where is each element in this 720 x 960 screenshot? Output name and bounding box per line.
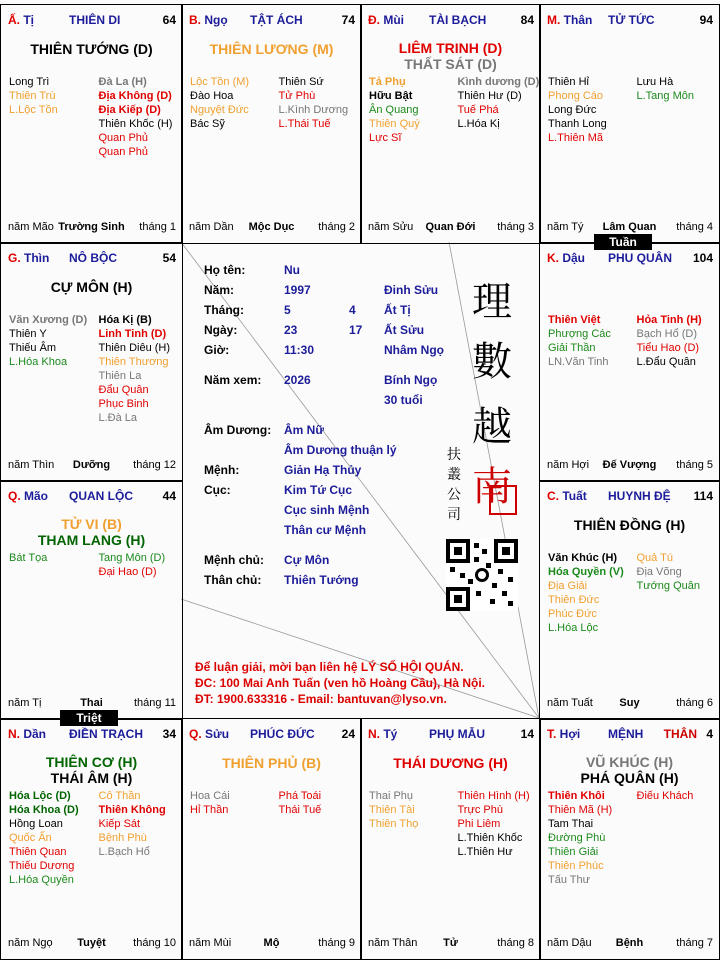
minor-star: L.Hóa Khoa bbox=[9, 356, 68, 368]
minor-star: Tấu Thư bbox=[548, 874, 591, 886]
contact-line-3: ĐT: 1900.633316 - Email: bantuvan@lyso.vn. bbox=[195, 692, 447, 706]
palace-stem: N. Tý bbox=[368, 727, 398, 741]
star-column-left bbox=[548, 789, 612, 887]
minor-star: L.Hóa Quyền bbox=[9, 874, 74, 886]
minor-star: L.Bạch Hổ bbox=[98, 846, 150, 858]
star-column-left bbox=[369, 789, 418, 831]
palace-header bbox=[1, 489, 182, 505]
minor-star: Bác Sỹ bbox=[190, 118, 225, 130]
star-column-left bbox=[9, 75, 58, 117]
palace-month: tháng 7 bbox=[676, 937, 713, 949]
minor-star: Long Trì bbox=[9, 76, 50, 88]
minor-star: Phượng Các bbox=[548, 328, 611, 340]
minor-star: Tướng Quân bbox=[636, 580, 700, 592]
logo-char-3: 越 bbox=[472, 404, 512, 450]
palace-year: năm Ngọ bbox=[8, 937, 53, 949]
minor-star: Thiên Diêu (H) bbox=[98, 342, 171, 354]
minor-star: Tử Phù bbox=[278, 90, 316, 102]
star-column-right bbox=[458, 75, 540, 131]
palace-name: PHÚC ĐỨC bbox=[250, 727, 315, 741]
palace-name: ĐIỀN TRẠCH bbox=[69, 727, 143, 741]
minor-star: LN.Văn Tinh bbox=[548, 356, 609, 368]
minor-star: Đà La (H) bbox=[98, 76, 147, 88]
minor-star: L.Kình Dương bbox=[278, 104, 349, 116]
minor-star: Thiên Sứ bbox=[278, 76, 324, 88]
major-star: THIÊN TƯỚNG (D) bbox=[30, 41, 153, 57]
star-column-right bbox=[637, 551, 701, 593]
major-star: THAM LANG (H) bbox=[37, 532, 146, 548]
palace-p9 bbox=[0, 718, 183, 960]
minor-star: Địa Không (D) bbox=[98, 90, 172, 102]
minor-star: Thiên Hư (D) bbox=[457, 90, 522, 102]
minor-star: Thiên Hỉ bbox=[548, 76, 589, 88]
minor-star: L.Lộc Tồn bbox=[9, 104, 58, 116]
palace-year: năm Thìn bbox=[8, 459, 55, 471]
palace-header bbox=[1, 727, 182, 743]
minor-star: Ân Quang bbox=[369, 104, 419, 116]
palace-year: năm Tị bbox=[8, 697, 42, 709]
minor-star: Thiên Quý bbox=[369, 118, 420, 130]
palace-footer bbox=[540, 937, 719, 951]
palace-phase: Bệnh bbox=[615, 937, 644, 949]
palace-month: tháng 4 bbox=[676, 221, 713, 233]
palace-p11 bbox=[360, 718, 541, 960]
minor-star: Kình dương (D) bbox=[457, 76, 540, 88]
palace-footer bbox=[540, 459, 719, 473]
star-column-left bbox=[548, 313, 611, 369]
major-star: CỰ MÔN (H) bbox=[50, 279, 133, 295]
palace-footer bbox=[182, 221, 361, 235]
minor-star: Địa Kiếp (D) bbox=[98, 104, 161, 116]
palace-header bbox=[540, 489, 719, 505]
thang-can-chi: Ất Tị bbox=[384, 303, 411, 317]
cuc-note: Cục sinh Mệnh bbox=[284, 503, 370, 517]
minor-star: Thanh Long bbox=[548, 118, 607, 130]
ngay-lunar: 17 bbox=[349, 323, 363, 337]
star-column-right bbox=[99, 313, 171, 425]
palace-footer bbox=[1, 937, 182, 951]
minor-star: Văn Xương (D) bbox=[9, 314, 88, 326]
minor-star: L.Đẩu Quân bbox=[636, 356, 696, 368]
minor-star: Thiên Khôi bbox=[548, 790, 605, 802]
minor-star: Thiên Mã (H) bbox=[548, 804, 613, 816]
star-column-left bbox=[9, 789, 79, 887]
minor-star: Lực Sĩ bbox=[369, 132, 402, 144]
minor-star: Thiên La bbox=[98, 370, 142, 382]
minor-star: Hỉ Thần bbox=[190, 804, 229, 816]
minor-star: Phúc Đức bbox=[548, 608, 597, 620]
palace-phase: Thai bbox=[80, 697, 103, 709]
than-label: THÂN bbox=[663, 727, 697, 741]
contact-line-2: ĐC: 100 Mai Anh Tuấn (ven hồ Hoàng Cầu), Hà Nội. bbox=[195, 676, 486, 690]
minor-star: Hữu Bật bbox=[369, 90, 413, 102]
major-star: TỬ VI (B) bbox=[61, 516, 122, 532]
minor-star: Cô Thần bbox=[98, 790, 141, 802]
minor-star: Thiên Hình (H) bbox=[457, 790, 530, 802]
palace-year: năm Mùi bbox=[189, 937, 232, 949]
palace-age: 84 bbox=[520, 13, 534, 27]
minor-star: Hoa Cái bbox=[190, 790, 230, 802]
tuan-marker: Tuần bbox=[594, 234, 652, 250]
palace-phase: Dưỡng bbox=[72, 459, 111, 471]
thanchu-value: Thiên Tướng bbox=[284, 573, 359, 587]
minor-star: Phi Liêm bbox=[457, 818, 501, 830]
minor-star: Phục Binh bbox=[98, 398, 149, 410]
palace-header bbox=[361, 13, 540, 29]
star-column-right bbox=[99, 789, 166, 859]
minor-star: Thiên Y bbox=[9, 328, 47, 340]
palace-stem: N. Dần bbox=[8, 727, 47, 741]
palace-header bbox=[540, 13, 719, 29]
minor-star: Quan Phủ bbox=[98, 132, 149, 144]
thang-lunar: 4 bbox=[349, 303, 356, 317]
minor-star: L.Thiên Mã bbox=[548, 132, 604, 144]
cuc-label: Cục: bbox=[204, 483, 231, 497]
minor-star: Lộc Tồn (M) bbox=[190, 76, 250, 88]
than-note: Thân cư Mệnh bbox=[284, 523, 367, 537]
palace-p4 bbox=[539, 4, 720, 244]
ngay-can-chi: Ất Sửu bbox=[384, 323, 425, 337]
menhchu-label: Mệnh chủ: bbox=[204, 553, 264, 567]
triet-marker: Triệt bbox=[60, 710, 118, 726]
palace-p10 bbox=[181, 718, 362, 960]
palace-age: 114 bbox=[693, 489, 713, 503]
palace-stem: Đ. Mùi bbox=[368, 13, 405, 27]
minor-star: Thái Tuế bbox=[278, 804, 322, 816]
minor-star: Đường Phù bbox=[548, 832, 606, 844]
palace-header bbox=[182, 13, 361, 29]
palace-footer bbox=[540, 221, 719, 235]
minor-star: Quốc Ấn bbox=[9, 832, 52, 844]
amduong-value: Âm Nữ bbox=[284, 423, 325, 437]
minor-star: Thai Phụ bbox=[369, 790, 414, 802]
minor-star: Điếu Khách bbox=[636, 790, 694, 802]
namxem-can-chi: Bính Ngọ bbox=[384, 373, 438, 387]
palace-stem: M. Thân bbox=[547, 13, 593, 27]
minor-star: Bạch Hổ (D) bbox=[636, 328, 698, 340]
palace-header bbox=[540, 251, 719, 267]
palace-header bbox=[1, 251, 182, 267]
major-star: PHÁ QUÂN (H) bbox=[580, 770, 679, 786]
star-column-left bbox=[369, 75, 420, 145]
palace-age: 44 bbox=[162, 489, 176, 503]
star-column-left bbox=[9, 551, 47, 565]
star-column-right bbox=[99, 551, 166, 579]
minor-star: Thiên Quan bbox=[9, 846, 67, 858]
minor-star: Kiếp Sát bbox=[98, 818, 141, 830]
palace-header bbox=[182, 727, 361, 743]
palace-name: QUAN LỘC bbox=[69, 489, 133, 503]
palace-stem: Q. Mão bbox=[8, 489, 49, 503]
minor-star: L.Thái Tuế bbox=[278, 118, 331, 130]
minor-star: Tang Môn (D) bbox=[98, 552, 166, 564]
minor-star: L.Thiên Hư bbox=[457, 846, 513, 858]
major-star: THIÊN ĐỒNG (H) bbox=[573, 517, 686, 533]
minor-star: Thiên Thọ bbox=[369, 818, 419, 830]
minor-star: Bệnh Phù bbox=[98, 832, 147, 844]
palace-p8 bbox=[539, 480, 720, 720]
palace-footer bbox=[1, 697, 182, 711]
minor-star: Lưu Hà bbox=[636, 76, 674, 88]
minor-star: Thiên Không bbox=[98, 804, 166, 816]
palace-age: 34 bbox=[162, 727, 176, 741]
star-column-left bbox=[548, 75, 607, 145]
palace-month: tháng 8 bbox=[497, 937, 534, 949]
minor-star: Long Đức bbox=[548, 104, 597, 116]
minor-star: Đại Hao (D) bbox=[98, 566, 157, 578]
tuoi-value: 30 tuổi bbox=[384, 393, 423, 407]
minor-star: Địa Võng bbox=[636, 566, 682, 578]
minor-star: Hóa Quyền (V) bbox=[548, 566, 624, 578]
palace-phase: Trường Sinh bbox=[58, 221, 125, 233]
palace-phase: Mộ bbox=[263, 937, 280, 949]
palace-month: tháng 3 bbox=[497, 221, 534, 233]
major-star: THIÊN PHỦ (B) bbox=[222, 755, 321, 771]
logo-char-1: 理 bbox=[472, 279, 512, 325]
palace-month: tháng 12 bbox=[133, 459, 176, 471]
palace-phase: Suy bbox=[619, 697, 640, 709]
minor-star: Địa Giải bbox=[548, 580, 588, 592]
palace-age: 4 bbox=[706, 727, 713, 741]
minor-star: Giải Thần bbox=[548, 342, 596, 354]
major-star: THÁI ÂM (H) bbox=[50, 770, 133, 786]
palace-age: 74 bbox=[341, 13, 355, 27]
gio-can-chi: Nhâm Ngọ bbox=[384, 343, 444, 357]
palace-footer bbox=[361, 937, 540, 951]
minor-star: Bát Tọa bbox=[9, 552, 48, 564]
minor-star: Nguyệt Đức bbox=[190, 104, 249, 116]
minor-star: Thiên Khốc (H) bbox=[98, 118, 173, 130]
logo-vertical-text: 扶 叢 公 司 bbox=[447, 447, 461, 523]
ngay-label: Ngày: bbox=[204, 323, 238, 337]
minor-star: Thiên Đức bbox=[548, 594, 600, 606]
thanchu-label: Thân chủ: bbox=[204, 573, 262, 587]
logo-char-2: 數 bbox=[472, 339, 512, 385]
palace-footer bbox=[1, 459, 182, 473]
palace-year: năm Tý bbox=[547, 221, 584, 233]
nam-label: Năm: bbox=[204, 283, 235, 297]
star-column-left bbox=[190, 75, 249, 131]
minor-star: Thiên Thương bbox=[98, 356, 169, 368]
minor-star: Thiên Trù bbox=[9, 90, 56, 102]
palace-year: năm Dậu bbox=[547, 937, 592, 949]
major-star: LIÊM TRINH (D) bbox=[398, 40, 503, 56]
palace-month: tháng 6 bbox=[676, 697, 713, 709]
gio-label: Giờ: bbox=[204, 343, 230, 357]
palace-month: tháng 10 bbox=[133, 937, 176, 949]
minor-star: Văn Khúc (H) bbox=[548, 552, 618, 564]
palace-age: 14 bbox=[520, 727, 534, 741]
logo-char-4: 南 bbox=[472, 464, 512, 510]
menh-label: Mệnh: bbox=[204, 463, 240, 477]
menh-value: Giản Hạ Thủy bbox=[284, 463, 362, 477]
palace-stem: T. Hợi bbox=[547, 727, 581, 741]
star-column-right bbox=[637, 75, 694, 103]
palace-phase: Tử bbox=[443, 937, 458, 949]
palace-stem: B. Ngọ bbox=[189, 13, 228, 27]
palace-header bbox=[1, 13, 182, 29]
palace-footer bbox=[182, 937, 361, 951]
minor-star: Tả Phụ bbox=[369, 76, 406, 88]
hoten-value: Nu bbox=[284, 263, 300, 277]
palace-footer bbox=[540, 697, 719, 711]
minor-star: L.Tang Môn bbox=[636, 90, 694, 102]
palace-month: tháng 2 bbox=[318, 221, 355, 233]
palace-name: THIÊN DI bbox=[69, 13, 121, 27]
hoten-label: Họ tên: bbox=[204, 263, 246, 277]
minor-star: Tuế Phá bbox=[457, 104, 499, 116]
namxem-label: Năm xem: bbox=[204, 373, 262, 387]
nam-value: 1997 bbox=[284, 283, 311, 297]
red-seal-stamp bbox=[489, 485, 517, 515]
palace-name: PHỤ MẪU bbox=[429, 727, 485, 741]
star-column-left bbox=[548, 551, 624, 635]
palace-header bbox=[540, 727, 719, 743]
star-column-right bbox=[279, 789, 322, 817]
minor-star: Thiên Tài bbox=[369, 804, 415, 816]
minor-star: Hóa Khoa (D) bbox=[9, 804, 79, 816]
palace-p3 bbox=[360, 4, 541, 244]
thang-label: Tháng: bbox=[204, 303, 244, 317]
palace-name: NÔ BỘC bbox=[69, 251, 117, 265]
minor-star: Phong Cáo bbox=[548, 90, 604, 102]
qr-code bbox=[446, 539, 518, 611]
minor-star: Tiểu Hao (D) bbox=[636, 342, 700, 354]
palace-phase: Mộc Dục bbox=[248, 221, 295, 233]
amduong-label: Âm Dương: bbox=[204, 423, 272, 437]
palace-age: 24 bbox=[341, 727, 355, 741]
minor-star: Tam Thai bbox=[548, 818, 594, 830]
minor-star: Thiên Việt bbox=[548, 314, 601, 326]
minor-star: Hồng Loan bbox=[9, 818, 63, 830]
palace-footer bbox=[1, 221, 182, 235]
ngay-value: 23 bbox=[284, 323, 298, 337]
minor-star: Linh Tinh (D) bbox=[98, 328, 167, 340]
minor-star: Thiên Giải bbox=[548, 846, 599, 858]
palace-p1 bbox=[0, 4, 183, 244]
palace-stem: Ấ. Tị bbox=[8, 13, 35, 27]
palace-name: TẬT ÁCH bbox=[250, 13, 303, 27]
palace-p6 bbox=[539, 242, 720, 482]
star-column-right bbox=[458, 789, 530, 859]
minor-star: L.Hóa Kị bbox=[457, 118, 500, 130]
star-column-left bbox=[190, 789, 230, 817]
nam-can-chi: Đinh Sửu bbox=[384, 283, 439, 297]
minor-star: Đào Hoa bbox=[190, 90, 234, 102]
major-star: THIÊN CƠ (H) bbox=[45, 754, 138, 770]
amduong-note: Âm Dương thuận lý bbox=[284, 443, 397, 457]
palace-p12 bbox=[539, 718, 720, 960]
minor-star: L.Thiên Khốc bbox=[457, 832, 523, 844]
minor-star: Trực Phù bbox=[457, 804, 503, 816]
gio-value: 11:30 bbox=[284, 343, 315, 357]
palace-age: 94 bbox=[699, 13, 713, 27]
palace-header bbox=[361, 727, 540, 743]
palace-month: tháng 11 bbox=[133, 697, 176, 709]
palace-year: năm Mão bbox=[8, 221, 54, 233]
palace-name: HUYNH ĐỆ bbox=[608, 489, 671, 503]
palace-phase: Lâm Quan bbox=[602, 221, 657, 233]
palace-age: 104 bbox=[692, 251, 713, 265]
palace-name: TỬ TỨC bbox=[608, 13, 655, 27]
menhchu-value: Cự Môn bbox=[284, 553, 330, 567]
cuc-value: Kim Tứ Cục bbox=[284, 483, 353, 497]
major-star: THÁI DƯƠNG (H) bbox=[393, 755, 508, 771]
minor-star: Phá Toái bbox=[278, 790, 322, 802]
thang-value: 5 bbox=[284, 303, 291, 317]
minor-star: Thiếu Âm bbox=[9, 342, 57, 354]
palace-year: năm Hợi bbox=[547, 459, 590, 471]
palace-year: năm Tuất bbox=[547, 697, 593, 709]
minor-star: Hóa Kị (B) bbox=[98, 314, 152, 326]
star-column-left bbox=[9, 313, 87, 369]
minor-star: Thiên Phúc bbox=[548, 860, 604, 872]
palace-month: tháng 5 bbox=[676, 459, 713, 471]
palace-stem: K. Dậu bbox=[547, 251, 586, 265]
palace-year: năm Sửu bbox=[368, 221, 414, 233]
palace-name: MỆNH bbox=[608, 727, 644, 741]
star-column-right bbox=[279, 75, 349, 131]
palace-month: tháng 1 bbox=[139, 221, 176, 233]
palace-stem: Q. Sửu bbox=[189, 727, 230, 741]
palace-stem: C. Tuất bbox=[547, 489, 587, 503]
star-column-right bbox=[99, 75, 173, 159]
palace-stem: G. Thìn bbox=[8, 251, 50, 265]
contact-line-1: Để luận giải, mời bạn liên hệ LÝ SỐ HỘI QUÁN. bbox=[195, 660, 464, 674]
palace-footer bbox=[361, 221, 540, 235]
palace-month: tháng 9 bbox=[318, 937, 355, 949]
palace-name: TÀI BẠCH bbox=[429, 13, 487, 27]
namxem-value: 2026 bbox=[284, 373, 311, 387]
minor-star: Đẩu Quân bbox=[98, 384, 149, 396]
minor-star: Quan Phủ bbox=[98, 146, 149, 158]
minor-star: Thiếu Dương bbox=[9, 860, 75, 872]
palace-age: 54 bbox=[162, 251, 176, 265]
star-column-right bbox=[637, 789, 694, 803]
minor-star: Quả Tú bbox=[636, 552, 673, 564]
palace-phase: Quan Đới bbox=[425, 221, 476, 233]
minor-star: L.Đà La bbox=[98, 412, 138, 424]
palace-phase: Tuyệt bbox=[77, 937, 106, 949]
palace-p2 bbox=[181, 4, 362, 244]
palace-age: 64 bbox=[162, 13, 176, 27]
palace-year: năm Dần bbox=[189, 221, 234, 233]
minor-star: Hóa Lộc (D) bbox=[9, 790, 71, 802]
palace-year: năm Thân bbox=[368, 937, 418, 949]
star-column-right bbox=[637, 313, 702, 369]
major-star: THIÊN LƯƠNG (M) bbox=[209, 41, 334, 57]
major-star: THẤT SÁT (D) bbox=[404, 56, 497, 72]
palace-name: PHU QUÂN bbox=[608, 251, 673, 265]
palace-p5 bbox=[0, 242, 183, 482]
palace-phase: Đế Vượng bbox=[602, 459, 657, 471]
minor-star: L.Hóa Lộc bbox=[548, 622, 599, 634]
major-star: VŨ KHÚC (H) bbox=[585, 754, 674, 770]
minor-star: Hỏa Tinh (H) bbox=[636, 314, 702, 326]
palace-p7 bbox=[0, 480, 183, 720]
